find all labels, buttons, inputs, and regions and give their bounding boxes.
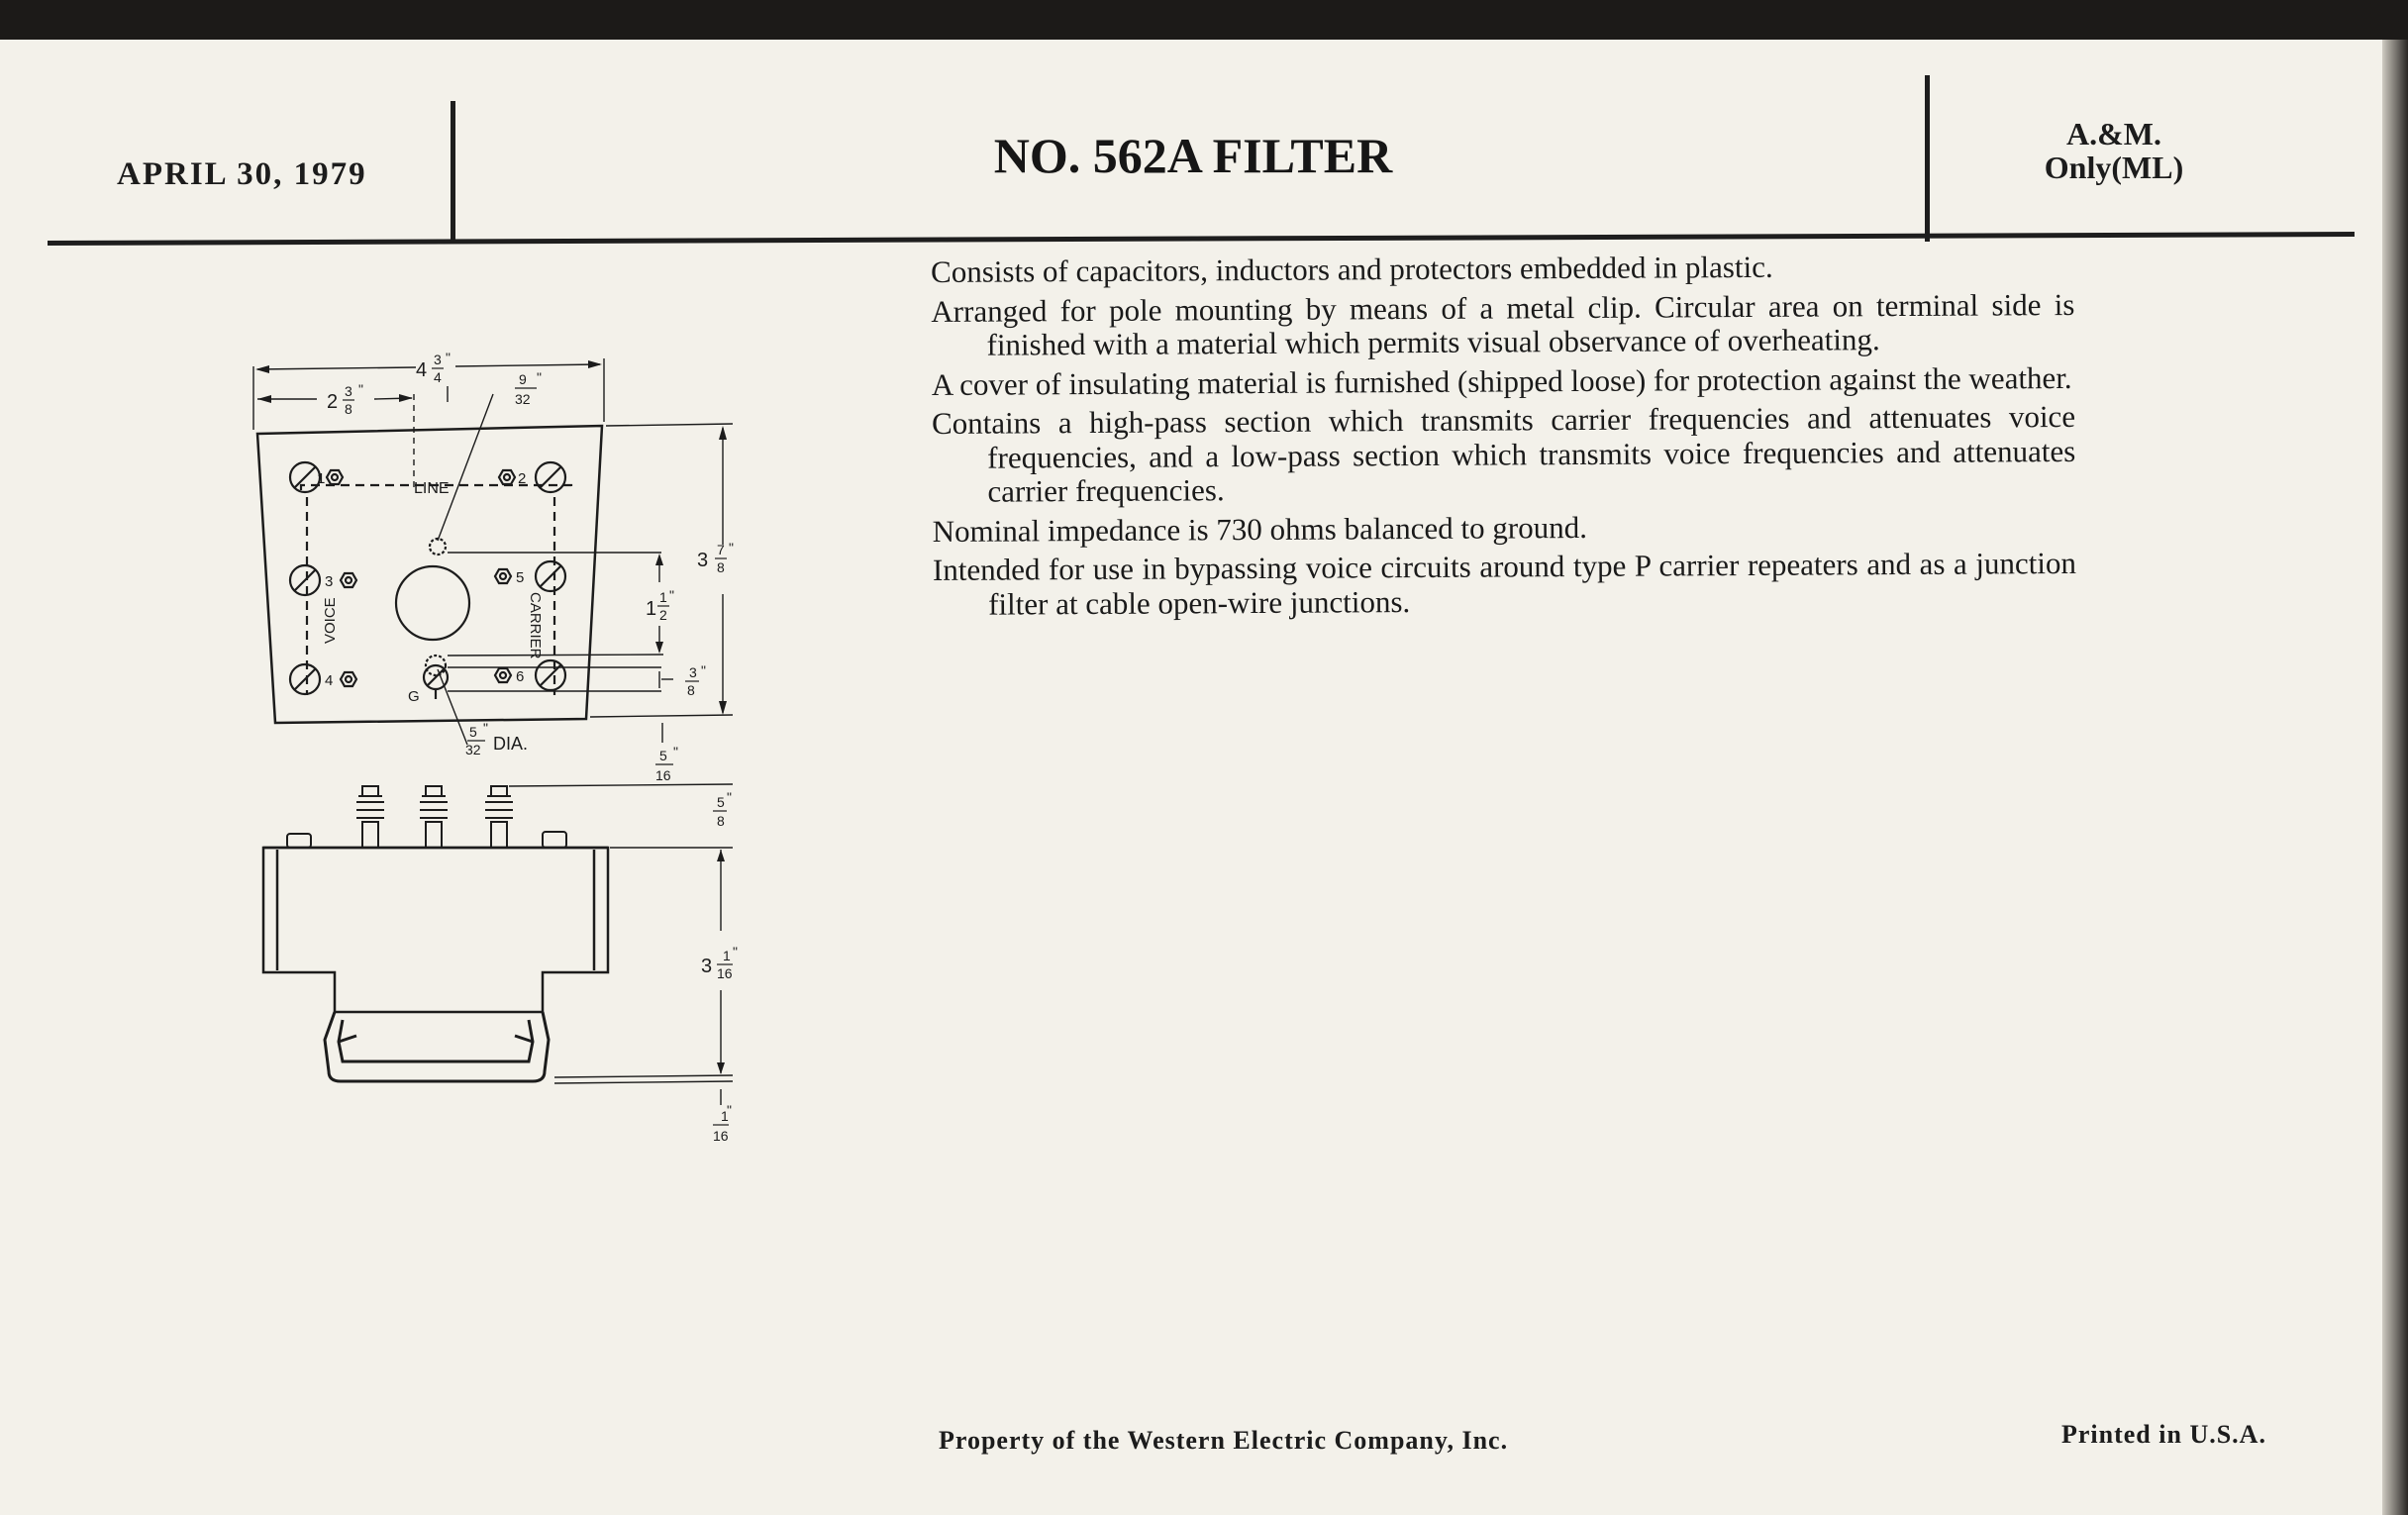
dim-den: 16 (655, 767, 671, 783)
filter-front-face (257, 426, 602, 723)
dim-den: 2 (659, 607, 667, 623)
dim-ground-spacing (685, 662, 706, 698)
terminal-posts (287, 786, 566, 848)
description-paragraph: Consists of capacitors, inductors and protectors embedded in plastic. (930, 249, 1773, 289)
dim-num: 1 (721, 1108, 729, 1124)
inch-mark: " (446, 350, 451, 365)
voice-label: VOICE (322, 597, 339, 644)
terminal-number: 3 (325, 573, 334, 590)
inch-mark: " (483, 720, 488, 736)
dim-arrow (719, 426, 727, 440)
inch-mark: " (727, 789, 732, 805)
dim-line (257, 367, 416, 369)
dim-num: 3 (434, 352, 442, 367)
mounting-clip (325, 1012, 549, 1081)
dim-clip-thickness (713, 1102, 732, 1144)
footer-printed: Printed in U.S.A. (2061, 1420, 2266, 1449)
dim-arrow (655, 642, 663, 654)
dim-num: 9 (519, 371, 527, 387)
terminal-number: 2 (518, 470, 527, 487)
description-paragraph: Arranged for pole mounting by means of a metal clip. Circular area on terminal side is finished with a material which permits visual observance of overheating. (931, 286, 2075, 362)
restriction-line-2: Only(ML) (2044, 150, 2184, 185)
nut-6 (495, 668, 511, 682)
nut-3 (341, 573, 356, 587)
dim-den: 8 (687, 682, 695, 698)
dim-num: 3 (689, 664, 697, 680)
dim-line (554, 1075, 733, 1077)
header-divider-right (1925, 75, 1930, 242)
nut-2 (499, 470, 515, 484)
restriction-note (1970, 117, 2258, 184)
dim-arrow (719, 701, 727, 715)
dim-arrow (717, 1062, 725, 1074)
dim-whole: 2 (327, 391, 339, 413)
dim-arrow (255, 365, 269, 373)
dim-num: 1 (723, 948, 731, 963)
dim-window (646, 587, 674, 623)
header-rule (48, 232, 2355, 246)
nut-4 (341, 672, 356, 686)
screw-6 (536, 660, 565, 690)
dim-den: 8 (717, 813, 725, 829)
dim-body-depth (701, 944, 738, 981)
dim-base-gap (655, 744, 678, 783)
restriction-line-1: A.&M. (2066, 116, 2161, 152)
dia-label: DIA. (493, 734, 529, 754)
terminal-number: 1 (317, 470, 326, 487)
overheat-indicator-window (396, 566, 469, 640)
dim-arrow (399, 394, 413, 402)
ground-label: G (408, 688, 420, 705)
description-paragraph: A cover of insulating material is furnished (shipped loose) for protection against the weather. (931, 359, 2072, 402)
dim-height (697, 540, 734, 575)
leader-line (438, 394, 493, 541)
line-label: LINE (414, 480, 450, 497)
screw-4 (290, 664, 320, 694)
dim-arrow (588, 360, 602, 368)
dim-line (606, 424, 733, 426)
dim-den: 8 (345, 401, 352, 417)
inch-mark: " (701, 662, 706, 678)
dim-whole: 3 (701, 956, 713, 977)
screw-2 (536, 462, 565, 492)
description-text (931, 249, 2076, 627)
issue-date: APRIL 30, 1979 (117, 156, 367, 192)
dim-terminal-height (713, 789, 732, 829)
description-paragraph: Nominal impedance is 730 ohms balanced to ground. (932, 509, 1587, 549)
description-paragraph: Intended for use in bypassing voice circuits around type P carrier repeaters and as a junction filter at cable open-wire junctions. (932, 545, 2077, 622)
dim-arrow (257, 395, 271, 403)
inch-mark: " (669, 587, 674, 603)
spec-sheet (0, 40, 2408, 1515)
dim-num: 1 (659, 589, 667, 605)
dim-overall-width (416, 350, 451, 385)
inch-mark: " (733, 944, 738, 960)
dim-den: 8 (717, 559, 725, 575)
dim-den: 32 (515, 391, 531, 407)
dim-whole: 1 (646, 598, 657, 620)
dim-whole: 4 (416, 359, 428, 381)
screw-3 (290, 565, 320, 595)
dim-line (509, 784, 733, 786)
inch-mark: " (673, 744, 678, 759)
filter-dimension-drawing (218, 307, 852, 1198)
nut-5 (495, 569, 511, 583)
carrier-label: CARRIER (527, 592, 544, 659)
dim-num: 5 (717, 794, 725, 810)
terminal-number: 4 (325, 672, 334, 689)
dim-den: 32 (465, 742, 481, 758)
filter-side-view (263, 848, 608, 1012)
dim-arrow (717, 850, 725, 861)
dim-num: 5 (469, 724, 477, 740)
dim-num: 7 (717, 542, 725, 557)
terminal-number: 5 (516, 569, 525, 586)
nut-1 (327, 470, 343, 484)
dim-num: 3 (345, 383, 352, 399)
dim-den: 4 (434, 369, 442, 385)
inch-mark: " (727, 1102, 732, 1118)
dim-line (455, 364, 600, 366)
dim-hole-dia (465, 720, 528, 758)
mounting-hole (430, 539, 446, 555)
page-edge-shadow (2382, 40, 2408, 1515)
dim-den: 16 (717, 965, 733, 981)
inch-mark: " (537, 369, 542, 385)
page-title: NO. 562A FILTER (993, 128, 1393, 183)
dim-line (554, 1081, 733, 1083)
dim-num: 5 (659, 748, 667, 763)
dim-hole-offset (515, 369, 542, 407)
dim-den: 16 (713, 1128, 729, 1144)
leader-line (438, 669, 467, 745)
footer-property: Property of the Western Electric Company, Inc. (939, 1426, 1509, 1455)
dim-left-offset (327, 381, 363, 417)
dim-arrow (655, 554, 663, 565)
inch-mark: " (729, 540, 734, 556)
screw-5 (536, 561, 565, 591)
screw-1 (290, 462, 320, 492)
dim-whole: 3 (697, 550, 709, 571)
terminal-number: 6 (516, 668, 525, 685)
dim-line (448, 655, 663, 656)
header-divider-left (451, 101, 455, 244)
inch-mark: " (358, 381, 363, 397)
description-paragraph: Contains a high-pass section which transmits carrier frequencies and attenuates voice frequencies, and a low-pass section which transmits voice frequencies and attenuates carrier frequencies. (931, 398, 2076, 509)
dim-line (590, 715, 733, 717)
